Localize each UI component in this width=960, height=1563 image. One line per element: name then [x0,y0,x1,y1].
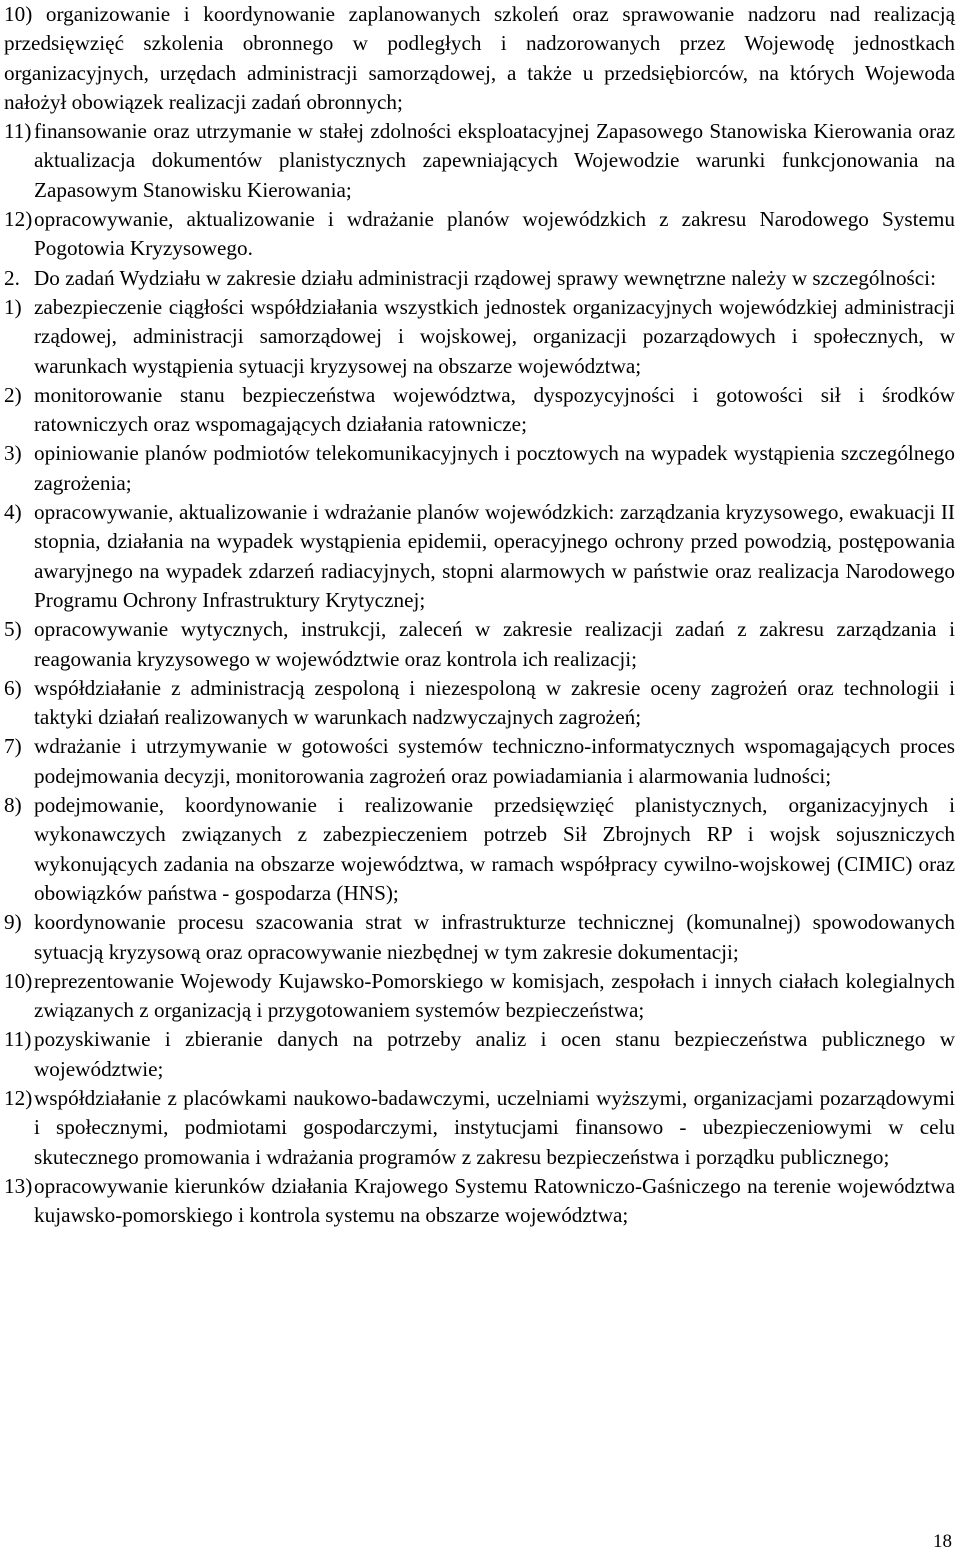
item-text: opiniowanie planów podmiotów telekomunikacyjnych i pocztowych na wypadek wystąpienia szczególnego zagrożenia; [34,441,955,495]
list-item-1 [4,293,955,381]
item-number: 2) [4,382,22,407]
list-item-9 [4,908,955,967]
item-text: współdziałanie z administracją zespoloną i niezespoloną w zakresie oceny zagrożeń oraz technologii i taktyki działań realizowanych w warunkach nadzwyczajnych zagrożeń; [34,675,955,730]
item-text: koordynowanie procesu szacowania strat w infrastrukturze technicznej (komunalnej) spowodowanych sytuacją kryzysową oraz opracowywanie niezbędnej w tym zakresie dokumentacji; [34,910,955,964]
item-text: opracowywanie, aktualizowanie i wdrażanie planów wojewódzkich z zakresu Narodowego Systemu Pogotowia Kryzysowego. [34,207,955,261]
item-text: opracowywanie kierunków działania Krajowego Systemu Ratowniczo-Gaśniczego na terenie województwa kujawsko-pomorskiego i kontrola systemu na obszarze województwa; [34,1173,955,1228]
item-text: finansowanie oraz utrzymanie w stałej zdolności eksploatacyjnej Zapasowego Stanowiska Kierowania oraz aktualizacja dokumentów planistycznych zapewniających Wojewodzie warunki funkcjonowania na Zapasowym Stanowisku Kierowania; [34,119,955,202]
section-number: 2. [4,265,20,290]
item-number: 5) [4,617,22,642]
list-item-top-12 [4,205,955,264]
item-text: pozyskiwanie i zbieranie danych na potrzeby analiz i ocen stanu bezpieczeństwa publicznego w województwie; [34,1027,955,1081]
item-number: 6) [4,675,22,700]
item-text: reprezentowanie Wojewody Kujawsko-Pomorskiego w komisjach, zespołach i innych ciałach kolegialnych związanych z organizacją i przygotowaniem systemów bezpieczeństwa; [34,968,955,1023]
item-number: 9) [4,910,22,935]
item-text: opracowywanie wytycznych, instrukcji, zaleceń w zakresie realizacji zadań z zakresu zarządzania i reagowania kryzysowego w województwie oraz kontrola ich realizacji; [34,617,955,671]
document-content [4,0,955,1230]
page-number: 18 [933,1531,952,1552]
item-number: 12) [4,207,33,232]
list-item-10 [4,967,955,1026]
item-number: 11) [4,1027,32,1052]
section-2-intro [4,264,955,293]
item-text: zabezpieczenie ciągłości współdziałania wszystkich jednostek organizacyjnych wojewódzkiej administracji rządowej, administracji samorządowej i wojskowej, organizacji pozarządowych i społecznych, w warunkach wystąpienia sytuacji kryzysowej na obszarze województwa; [34,294,955,378]
list-item-3 [4,439,955,498]
item-text: monitorowanie stanu bezpieczeństwa województwa, dyspozycyjności i gotowości sił i środków ratowniczych oraz wspomagających działania ratownicze; [34,382,955,437]
item-number: 11) [4,119,32,144]
list-item-top-11 [4,117,955,205]
item-text: podejmowanie, koordynowanie i realizowanie przedsięwzięć planistycznych, organizacyjnych i wykonawczych związanych z zabezpieczeniem potrzeb Sił Zbrojnych RP i wojsk sojuszniczych wykonujących zadania na obszarze województwa, w ramach współpracy cywilno-wojskowej (CIMIC) oraz obowiązków państwa - gospodarza (HNS); [34,793,955,905]
item-text: opracowywanie, aktualizowanie i wdrażanie planów wojewódzkich: zarządzania kryzysowego, ewakuacji II stopnia, działania na wypadek wystąpienia epidemii, operacyjnego ochrony przed powodzią, postępowania awaryjnego na wypadek zdarzeń radiacyjnych, stopni alarmowych w państwie oraz realizacja Narodowego Programu Ochrony Infrastruktury Krytycznej; [34,500,955,612]
item-number: 8) [4,793,22,818]
section-intro-text: Do zadań Wydziału w zakresie działu administracji rządowej sprawy wewnętrzne należy w szczególności: [34,265,936,290]
list-item-8 [4,791,955,908]
list-item-5 [4,615,955,674]
list-item-12 [4,1084,955,1172]
item-number: 3) [4,441,22,466]
item-number: 13) [4,1173,33,1198]
list-item-4 [4,498,955,615]
list-item-13 [4,1172,955,1231]
item-number: 7) [4,734,22,759]
list-item-2 [4,381,955,440]
item-text: współdziałanie z placówkami naukowo-badawczymi, uczelniami wyższymi, organizacjami pozarządowymi i społecznymi, podmiotami gospodarczymi, instytucjami finansowo - ubezpieczeniowymi w celu skutecznego promowania i wdrażania programów z zakresu bezpieczeństwa i porządku publicznego; [34,1085,955,1169]
list-item-top-10: 10) organizowanie i koordynowanie zaplanowanych szkoleń oraz sprawowanie nadzoru nad realizacją przedsięwzięć szkolenia obronnego w podległych i nadzorowanych przez Wojewodę jednostkach organizacyjnych, urzędach administracji samorządowej, a także u przedsiębiorców, na których Wojewoda nałożył obowiązek realizacji zadań obronnych; [4,2,955,114]
item-number: 10) [4,968,33,993]
item-text: wdrażanie i utrzymywanie w gotowości systemów techniczno-informatycznych wspomagających proces podejmowania decyzji, monitorowania zagrożeń oraz powiadamiania i alarmowania ludności; [34,734,955,788]
list-item-6 [4,674,955,733]
list-item-11 [4,1025,955,1084]
list-item-7 [4,732,955,791]
item-number: 1) [4,294,22,319]
item-number: 12) [4,1085,33,1110]
item-number: 4) [4,500,22,525]
